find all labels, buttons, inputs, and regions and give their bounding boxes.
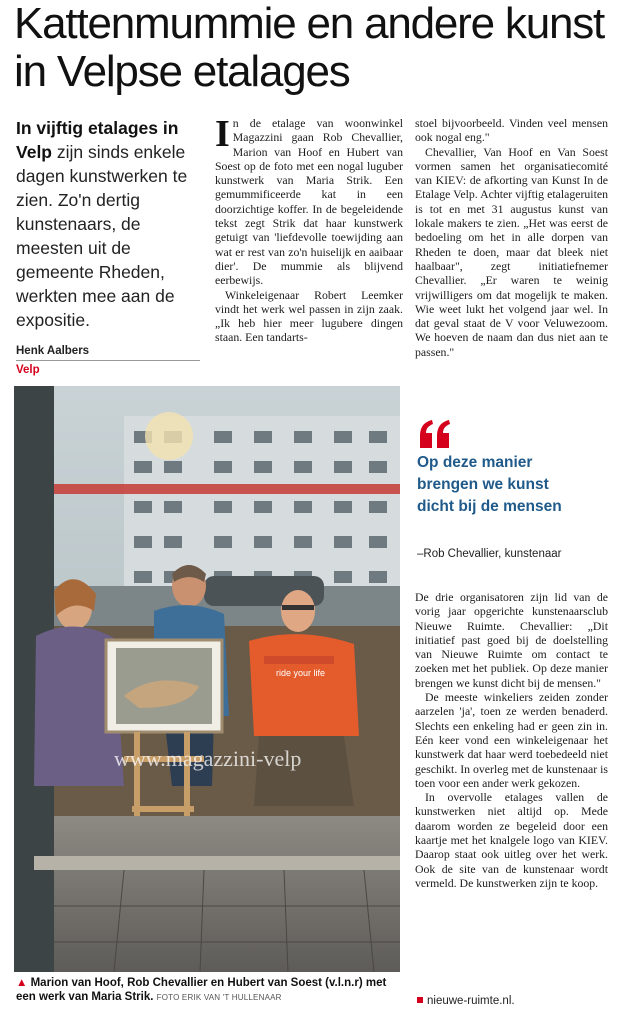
body-column-2 — [215, 113, 403, 345]
caption-triangle-icon: ▲ — [16, 977, 28, 989]
lead-rest: zijn sinds enkele dagen kunstwerken te zien. Zo'n dertig kunstenaars, de meesten uit de gemeente Rheden, werkten mee aan de expositie. — [16, 142, 188, 330]
body-paragraph-4: Chevallier, Van Hoof en Van Soest vormen samen het organisatiecomité van KIEV: de afkorting van Kunst In de Etalage Velp. Achter vijftig etalageruiten is tot en met 31 augustus kunst van lokale makers te zien. „Het was eerst de bedoeling om het in alle dorpen van Rheden te doen, maar dat bleek niet haalbaar", zegt initiatiefnemer Chevallier. „Er waren te weinig vrijwilligers om dat mogelijk te maken. Wie weet lukt het volgend jaar wel. In dat geval staat de V voor Veluwezoom. We hoeven de naam dan dus niet aan te passen." — [415, 144, 608, 359]
lead-bold: In vijftig etalages in Velp — [16, 118, 179, 162]
author-byline: Henk Aalbers — [16, 345, 200, 361]
body-paragraph-7: In overvolle etalages vallen de kunstwerken niet altijd op. Mede daarom worden ze begeleid door een kaartje met het knalgele logo van KIEV. Daarop staat ook uitleg over het werk. Ook de site van de kunstenaar wordt vermeld. De kunstwerken zijn te koop. — [415, 790, 608, 890]
photo-credit: FOTO ERIK VAN 'T HULLENAAR — [156, 993, 282, 1002]
bullet-square-icon — [417, 997, 423, 1003]
website-link[interactable]: nieuwe-ruimte.nl. — [417, 995, 515, 1007]
body-paragraph-6: De meeste winkeliers zeiden zonder aarzelen 'ja', toen ze werden benaderd. Slechts een enkeling had er geen zin in. Eén keer vond een winkeleigenaar het kunstwerk dat haar werd toebedeeld niet geschikt. In overleg met de kunstenaar is toen voor een ander werk gekozen. — [415, 690, 608, 790]
jersey-text: ride your life — [276, 668, 326, 678]
headline: Kattenmummie en andere kunst in Velpse etalages — [14, 0, 605, 96]
caption-text: Marion van Hoof, Rob Chevallier en Hubert van Soest (v.l.n.r) met een werk van Maria Strik. — [16, 977, 387, 1003]
pull-quote: Op deze manier brengen we kunst dicht bij de mensen — [417, 454, 562, 515]
body-paragraph-1: In de etalage van woonwinkel Magazzini gaan Rob Chevallier, Marion van Hoof en Hubert van Soest op de foto met een nogal luguber kunstwerk van Maria Strik. Een gemummificeerde kat in een doorzichtige koffer. In de begeleidende tekst zegt Strik dat haar kunstwerk getuigt van 'liefdevolle toewijding aan wat er rest van zo'n huiselijk en aaibaar dier'. De mummie als blijvend eerbewijs. — [215, 113, 403, 288]
window-text: www.magazzini-velp — [114, 746, 302, 771]
body-paragraph-5: De drie organisatoren zijn lid van de vorig jaar opgerichte kunstenaarsclub Nieuwe Ruimte. Chevallier: „Dit initiatief past goed bij de doelstelling van Nieuwe Ruimte om contact te zoeken met het publiek. Op deze manier brengen we kunst dicht bij de mensen." — [415, 590, 608, 690]
body-paragraph-3: stoel bijvoorbeeld. Vinden veel mensen ook nogal eng." — [415, 116, 608, 145]
body-column-3 — [415, 116, 608, 359]
photo-caption — [16, 976, 406, 1005]
drop-cap: I — [215, 113, 230, 155]
body-column-3-lower — [415, 590, 608, 890]
dateline-place: Velp — [16, 364, 40, 376]
quote-mark-icon — [418, 420, 452, 448]
pull-quote-author: –Rob Chevallier, kunstenaar — [417, 548, 562, 560]
article-photo — [14, 386, 400, 972]
photo-illustration — [14, 386, 400, 972]
body-paragraph-2: Winkeleigenaar Robert Leemker vindt het werk wel passen in zijn zaak. „Ik heb hier meer lugubere dingen staan. Een tandarts- — [215, 287, 403, 345]
lead-paragraph — [16, 116, 202, 332]
